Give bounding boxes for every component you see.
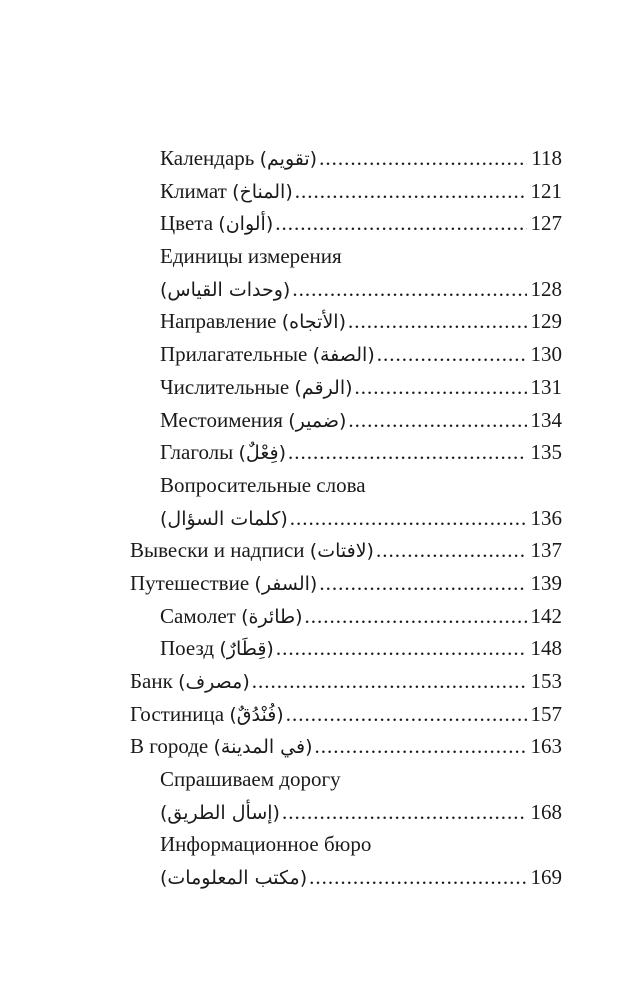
toc-entry[interactable] (130, 698, 562, 731)
toc-entry-arabic: (لافتات) (309, 540, 374, 563)
dot-leader (355, 371, 527, 404)
toc-entry-title (160, 828, 371, 861)
page-number: 128 (530, 276, 562, 301)
toc-entry-russian: Календарь (160, 146, 260, 170)
toc-entry-russian: Местоимения (160, 407, 289, 432)
dot-leader (292, 273, 526, 306)
toc-entry[interactable] (130, 273, 562, 306)
toc-entry[interactable] (130, 534, 562, 567)
page-number: 169 (530, 865, 562, 890)
toc-entry-title (160, 600, 303, 634)
toc-entry-title (130, 534, 374, 568)
toc-entry-russian: Единицы измерения (160, 244, 342, 269)
toc-entry[interactable] (130, 207, 562, 240)
page-number: 134 (530, 407, 562, 432)
toc-entry[interactable] (130, 796, 562, 829)
toc-entry-title (160, 240, 342, 273)
dot-leader (282, 796, 527, 829)
dot-leader (348, 404, 526, 437)
page-number: 148 (530, 636, 562, 661)
toc-entry-title (130, 730, 313, 764)
toc-entry-russian: Поезд (160, 636, 220, 661)
toc-entry[interactable] (130, 665, 562, 698)
toc-entry-title (160, 273, 290, 307)
toc-entry-arabic: (في المدينة) (213, 736, 313, 759)
toc-entry-arabic: (المناخ) (232, 180, 293, 203)
dot-leader (319, 567, 526, 600)
page-number: 118 (531, 146, 562, 170)
toc-entry-title (160, 861, 307, 895)
toc-entry-russian: Глаголы (160, 440, 239, 465)
toc-entry-arabic: (إسأل الطريق) (160, 801, 280, 824)
toc-entry[interactable] (130, 305, 562, 338)
toc-entry-russian: Направление (160, 309, 282, 334)
toc-entry-russian: Гостиница (130, 701, 230, 726)
toc-entry-title (130, 665, 250, 699)
dot-leader (252, 665, 527, 698)
toc-entry[interactable] (130, 763, 562, 796)
page-number: 139 (530, 570, 562, 595)
page-number: 153 (530, 669, 562, 693)
page-number: 136 (530, 505, 562, 530)
page-number: 121 (530, 178, 562, 203)
toc-entry-russian: Спрашиваем дорогу (160, 767, 341, 792)
toc-entry-arabic: (ألوان) (218, 213, 274, 236)
page-number: 129 (530, 309, 562, 334)
toc-entry-title (160, 632, 274, 666)
toc-entry-arabic: (مصرف) (178, 671, 250, 693)
toc-entry[interactable] (130, 567, 562, 600)
toc-entry[interactable] (130, 828, 562, 861)
toc-entry-title (160, 371, 353, 405)
dot-leader (315, 730, 527, 763)
toc-entry-arabic: (وحدات القياس) (160, 278, 291, 301)
dot-leader (290, 502, 527, 535)
toc-entry[interactable] (130, 240, 562, 273)
page-number: 131 (530, 374, 562, 399)
dot-leader (288, 436, 527, 469)
toc-entry-russian: Самолет (160, 603, 242, 628)
page-number: 127 (530, 211, 562, 236)
toc-entry-arabic: (تقويم) (259, 148, 318, 170)
toc-entry-arabic: (فِعْلٌ) (238, 442, 286, 465)
toc-entry-title (160, 207, 273, 241)
toc-entry[interactable] (130, 861, 562, 894)
dot-leader (286, 698, 527, 731)
toc-entry-title (160, 763, 341, 796)
toc-entry-title (160, 175, 293, 209)
toc-entry-title (160, 338, 375, 372)
toc-entry[interactable] (130, 502, 562, 535)
toc-entry[interactable] (130, 600, 562, 633)
page-number: 135 (530, 440, 562, 465)
toc-entry-russian: Цвета (160, 211, 219, 236)
toc-entry[interactable] (130, 404, 562, 437)
dot-leader (295, 175, 527, 208)
toc-entry-russian: Климат (160, 178, 233, 203)
dot-leader (377, 338, 527, 371)
page-number: 130 (530, 342, 562, 367)
toc-entry-title (130, 567, 317, 601)
toc-entry-arabic: (مكتب المعلومات) (160, 867, 308, 890)
toc-entry-russian: Информационное бюро (160, 832, 372, 857)
dot-leader (376, 534, 527, 567)
dot-leader (276, 632, 527, 665)
toc-entry-arabic: (فُنْدُقٌ) (229, 703, 284, 726)
toc-entry-arabic: (قِطَارٌ) (219, 638, 274, 661)
toc-entry-title (160, 469, 366, 502)
toc-entry-russian: Банк (130, 669, 179, 693)
toc-entry[interactable] (130, 142, 562, 175)
toc-entry-title (160, 436, 286, 470)
toc-entry[interactable] (130, 175, 562, 208)
toc-entry-title (160, 796, 280, 830)
toc-entry-arabic: (ضمير) (288, 409, 347, 432)
page-number: 142 (530, 603, 562, 628)
dot-leader (319, 142, 527, 175)
toc-entry-russian: Вывески и надписи (130, 538, 310, 563)
dot-leader (348, 305, 526, 338)
toc-entry-title (160, 305, 346, 339)
toc-entry-title (160, 142, 317, 176)
toc-entry-russian: В городе (130, 734, 214, 759)
toc-entry-russian: Путешествие (130, 570, 255, 595)
toc-entry-title (130, 698, 284, 732)
toc-entry[interactable] (130, 632, 562, 665)
page-number: 163 (530, 734, 562, 759)
toc-entry-arabic: (الصفة) (312, 344, 375, 367)
page-number: 137 (530, 538, 562, 563)
toc-entry-arabic: (الأتجاه) (281, 311, 347, 334)
toc-entry-russian: Прилагательные (160, 342, 313, 367)
toc-entry-russian: Вопросительные слова (160, 472, 366, 497)
page-number: 157 (530, 701, 562, 726)
dot-leader (305, 600, 527, 633)
toc-entry-russian: Числительные (160, 374, 295, 399)
toc-entry-arabic: (كلمات السؤال) (160, 507, 288, 530)
toc-entry-title (160, 502, 288, 536)
page-number: 168 (530, 799, 562, 824)
toc-entry-arabic: (الرقم) (294, 376, 353, 399)
toc-entry[interactable] (130, 436, 562, 469)
toc-entry[interactable] (130, 338, 562, 371)
dot-leader (309, 861, 526, 894)
toc-entry[interactable] (130, 730, 562, 763)
toc-entry-title (160, 404, 346, 438)
toc-entry[interactable] (130, 371, 562, 404)
table-of-contents (130, 142, 562, 894)
dot-leader (275, 207, 526, 240)
toc-entry-arabic: (السفر) (254, 572, 318, 595)
toc-entry[interactable] (130, 469, 562, 502)
toc-entry-arabic: (طائرة) (241, 605, 303, 628)
